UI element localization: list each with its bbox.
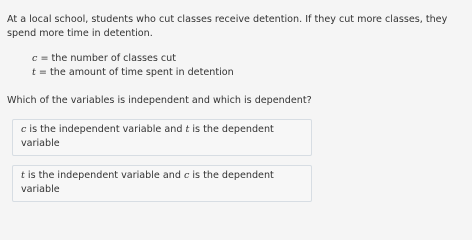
answer-option-c-independent[interactable]: [12, 119, 312, 156]
variable-definitions: [32, 52, 234, 80]
definition-description: the amount of time spent in detention: [50, 67, 234, 78]
option-text: is the independent variable and: [24, 170, 184, 181]
definition-t: [32, 66, 234, 80]
option-variable: t: [21, 170, 25, 181]
option-text: is the dependent variable: [21, 170, 274, 195]
option-text: is the independent variable and: [26, 124, 186, 135]
definition-c: [32, 52, 234, 66]
equals-sign: =: [40, 53, 49, 64]
option-variable: c: [183, 170, 190, 181]
option-text: is the dependent variable: [21, 124, 274, 149]
question-prompt: Which of the variables is independent and which is dependent?: [7, 95, 312, 106]
equals-sign: =: [38, 67, 47, 78]
option-variable: c: [21, 124, 27, 135]
option-variable: t: [185, 124, 190, 135]
definition-description: the number of classes cut: [51, 53, 177, 64]
variable-symbol: t: [32, 67, 36, 78]
variable-symbol: c: [32, 53, 38, 64]
question-text: At a local school, students who cut classes receive detention. If they cut more classes, they spend more time in detention.: [7, 14, 448, 39]
answer-option-t-independent[interactable]: [12, 165, 312, 202]
